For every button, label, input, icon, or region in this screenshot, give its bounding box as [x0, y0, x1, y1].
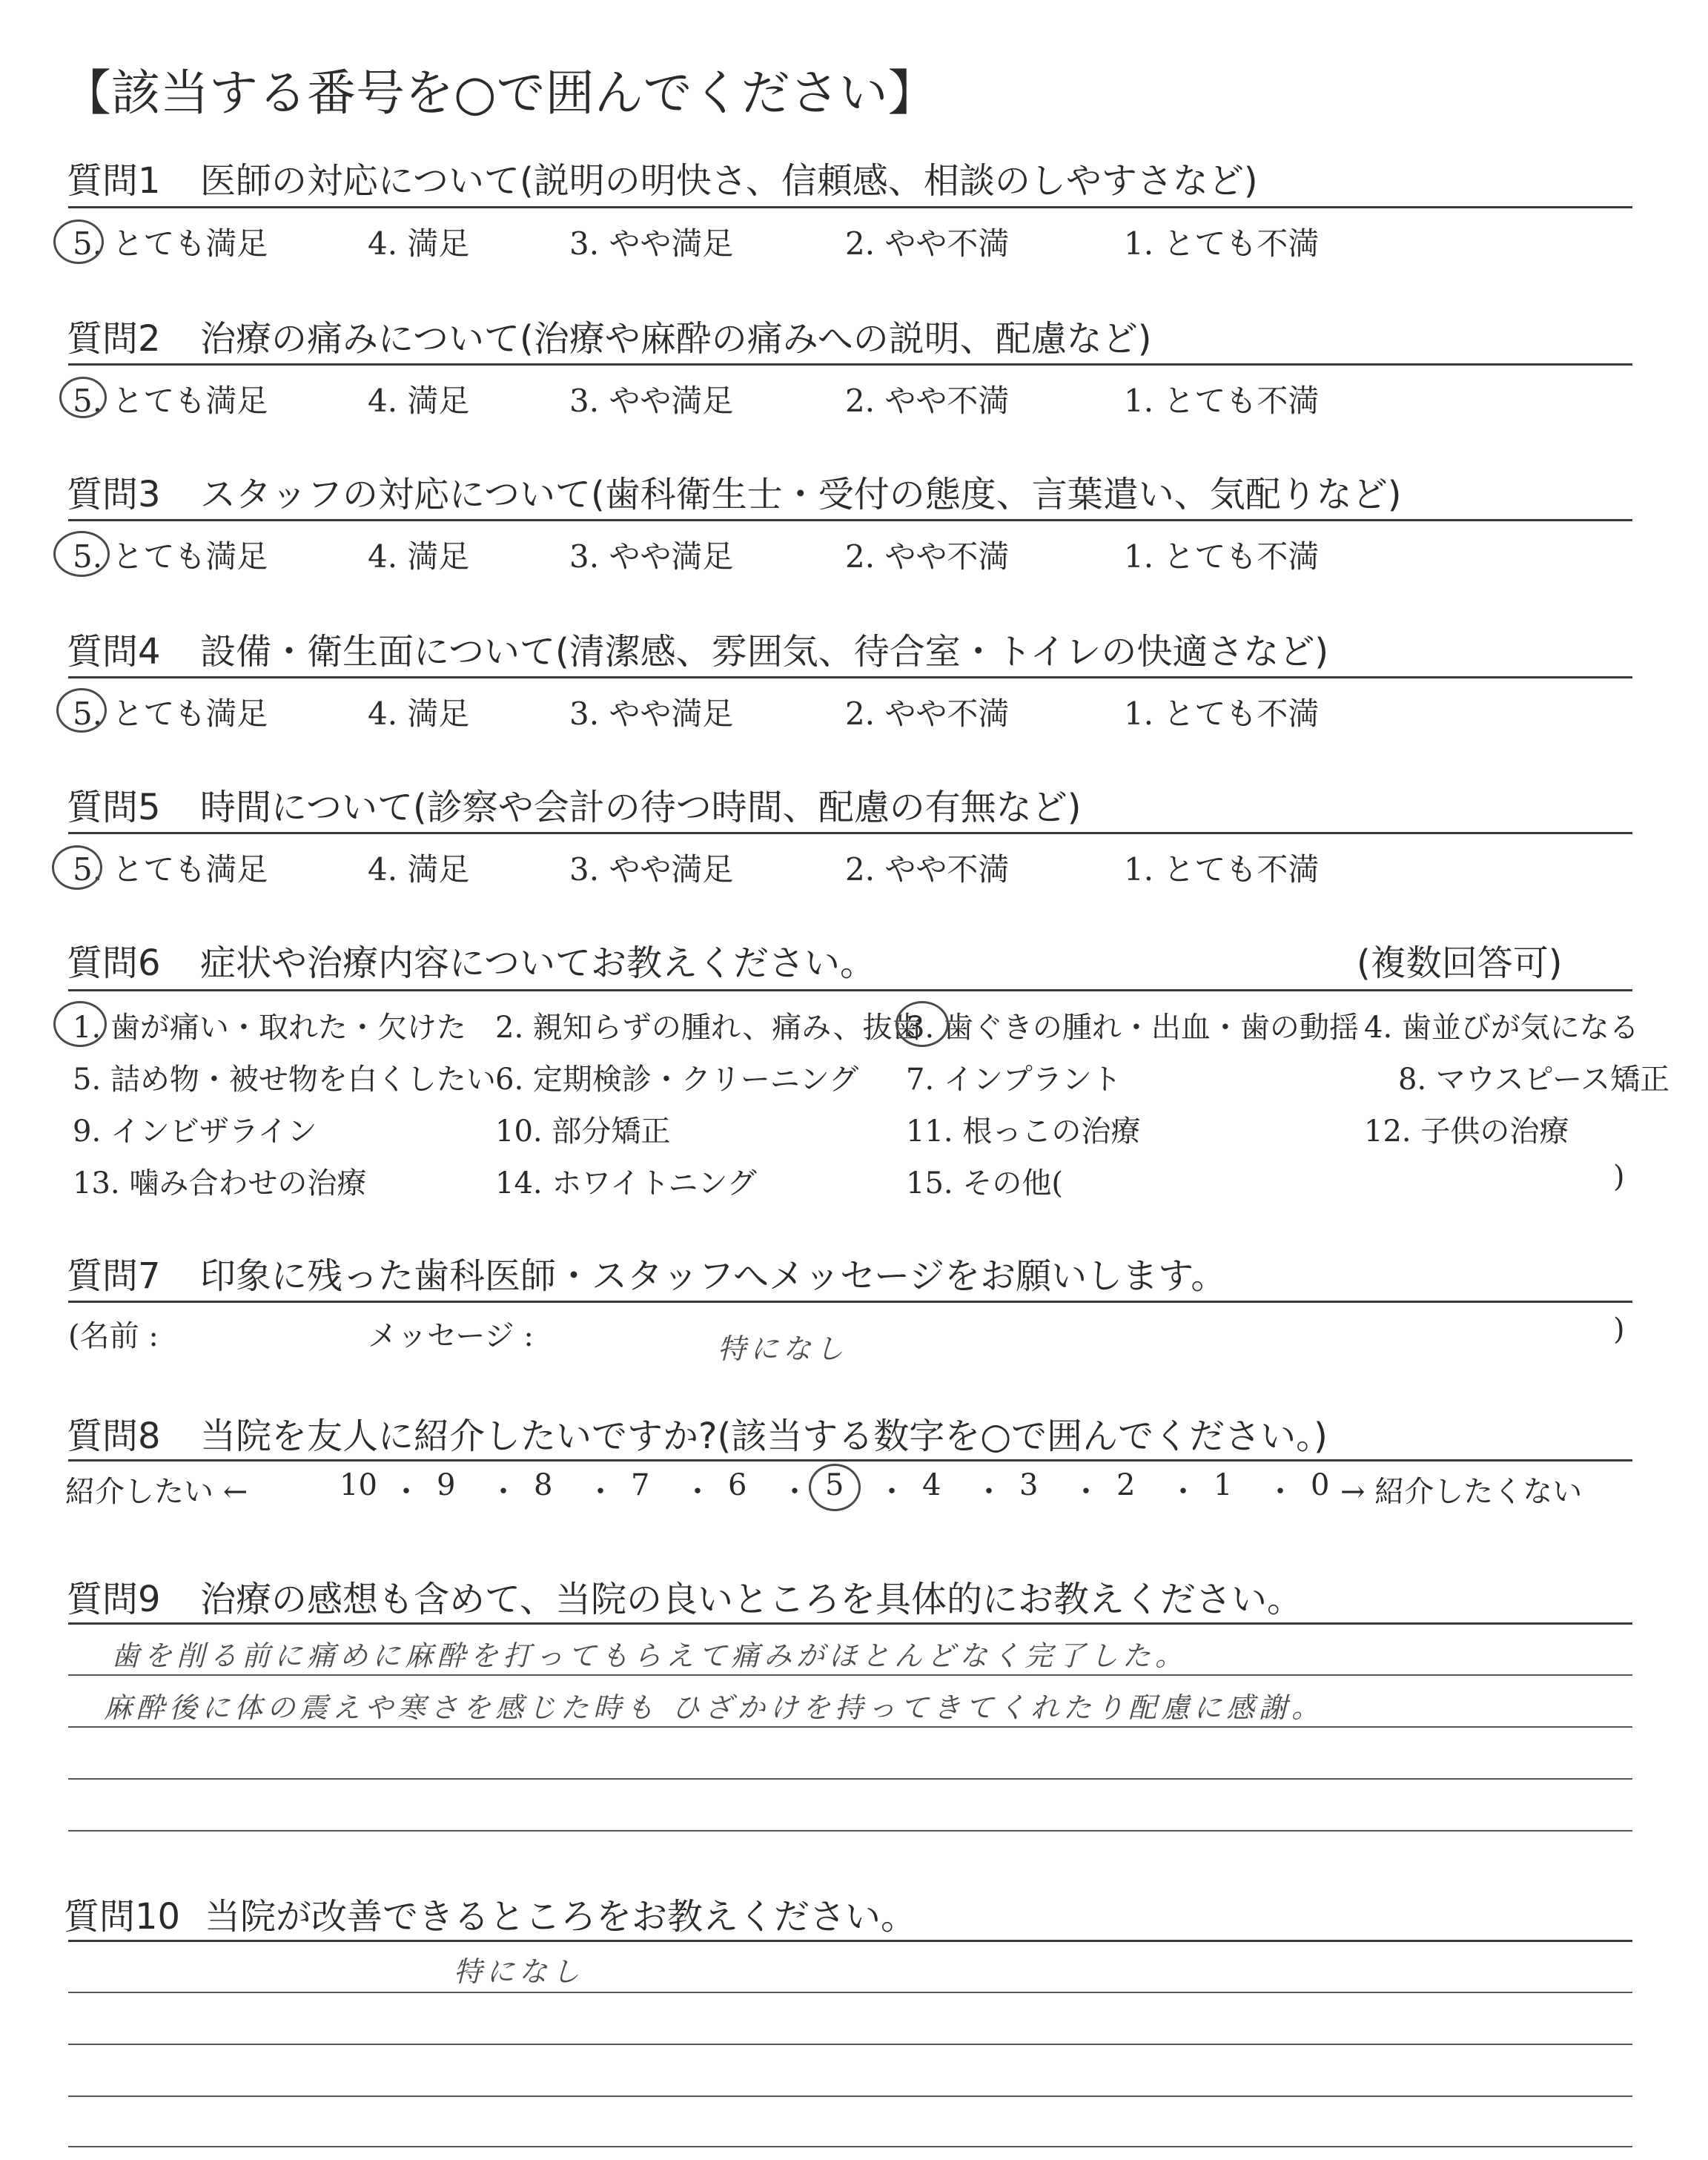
q4-label: 質問4 [67, 631, 161, 673]
q8-scale-value[interactable]: 6 [728, 1468, 747, 1502]
q3-text: スタッフの対応について(歯科衛生士・受付の態度、言葉遣い、気配りなど) [200, 474, 1402, 515]
q8-scale-value[interactable]: 10 [340, 1468, 377, 1502]
q5-option-4[interactable]: 4. 満足 [368, 851, 470, 888]
q6-rule [68, 989, 1632, 991]
q6-item-3-circle [896, 1001, 949, 1047]
q5-option-3[interactable]: 3. やや満足 [569, 851, 734, 888]
q10-writing-line [68, 2146, 1632, 2147]
q3-rule [68, 519, 1632, 521]
q3-option-4[interactable]: 4. 満足 [368, 538, 470, 575]
q7-name-label: (名前 : [68, 1319, 159, 1353]
q8-label: 質問8 [67, 1416, 161, 1457]
q1-option-2[interactable]: 2. やや不満 [845, 225, 1010, 262]
q8-scale-value[interactable]: 7 [631, 1468, 650, 1502]
q4-option-5[interactable]: 5. とても満足 [73, 696, 268, 732]
q7-rule [68, 1301, 1632, 1303]
q5-selection-circle [52, 845, 102, 890]
q3-option-3[interactable]: 3. やや満足 [569, 538, 734, 575]
q8-scale-separator: ・ [489, 1475, 518, 1509]
q8-scale-value[interactable]: 5 [825, 1468, 844, 1502]
q8-right-label: → 紹介したくない [1340, 1475, 1583, 1509]
q6-item-6[interactable]: 6. 定期検診・クリーニング [495, 1063, 859, 1097]
q1-selection-circle [53, 219, 104, 264]
q9-text: 治療の感想も含めて、当院の良いところを具体的にお教えください。 [200, 1579, 1303, 1620]
q8-scale-separator: ・ [1071, 1475, 1101, 1509]
q10-rule [68, 1940, 1632, 1942]
q4-selection-circle [56, 688, 107, 733]
q5-rule [68, 832, 1632, 834]
q6-text: 症状や治療内容についてお教えください。 [200, 942, 876, 984]
q8-scale-separator: ・ [974, 1475, 1004, 1509]
q2-text: 治療の痛みについて(治療や麻酔の痛みへの説明、配慮など) [200, 318, 1152, 360]
q2-option-2[interactable]: 2. やや不満 [845, 383, 1010, 419]
q8-left-label: 紹介したい ← [65, 1475, 248, 1509]
q8-selection-circle [809, 1464, 861, 1511]
q7-message-handwriting[interactable]: 特になし [718, 1332, 849, 1365]
q9-writing-line [68, 1674, 1632, 1676]
q2-option-1[interactable]: 1. とても不満 [1124, 383, 1320, 419]
q1-label: 質問1 [67, 160, 161, 202]
q8-scale-value[interactable]: 8 [534, 1468, 553, 1502]
q2-option-5[interactable]: 5. とても満足 [73, 383, 268, 419]
q8-scale-value[interactable]: 0 [1311, 1468, 1330, 1502]
q6-item-7[interactable]: 7. インプラント [906, 1063, 1122, 1097]
q3-selection-circle [53, 531, 110, 577]
q6-item-1-circle [53, 1001, 107, 1047]
q10-handwriting[interactable]: 特になし [454, 1955, 585, 1988]
q3-option-1[interactable]: 1. とても不満 [1124, 538, 1320, 575]
q2-label: 質問2 [67, 318, 161, 360]
q4-rule [68, 676, 1632, 678]
q8-rule [68, 1459, 1632, 1462]
q6-item-9[interactable]: 9. インビザライン [73, 1114, 317, 1149]
q8-scale-value[interactable]: 9 [437, 1468, 456, 1502]
q7-label: 質問7 [67, 1255, 161, 1297]
q8-text: 当院を友人に紹介したいですか?(該当する数字を○で囲んでください。) [200, 1416, 1328, 1457]
q10-label: 質問10 [64, 1896, 181, 1938]
q5-option-1[interactable]: 1. とても不満 [1124, 851, 1320, 888]
q7-message-label: メッセージ : [368, 1319, 534, 1353]
q10-writing-line [68, 1992, 1632, 1993]
q8-scale-separator: ・ [1168, 1475, 1198, 1509]
q5-option-5[interactable]: 5. とても満足 [73, 851, 268, 888]
q1-text: 医師の対応について(説明の明快さ、信頼感、相談のしやすさなど) [200, 160, 1258, 202]
q8-scale-separator: ・ [683, 1475, 712, 1509]
q6-item-4[interactable]: 4. 歯並びが気になる [1364, 1011, 1639, 1045]
q6-item-14[interactable]: 14. ホワイトニング [495, 1166, 757, 1200]
q2-option-3[interactable]: 3. やや満足 [569, 383, 734, 419]
q10-text: 当院が改善できるところをお教えください。 [205, 1896, 917, 1938]
q9-writing-line [68, 1830, 1632, 1832]
q6-item-13[interactable]: 13. 噛み合わせの治療 [73, 1166, 367, 1200]
q8-scale-value[interactable]: 1 [1214, 1468, 1233, 1502]
q8-scale-separator: ・ [391, 1475, 421, 1509]
q8-scale-value[interactable]: 3 [1019, 1468, 1039, 1502]
q6-label: 質問6 [67, 942, 161, 984]
q1-option-4[interactable]: 4. 満足 [368, 225, 470, 262]
q6-item-1[interactable]: 1. 歯が痛い・取れた・欠けた [73, 1011, 466, 1045]
q10-writing-line [68, 2095, 1632, 2097]
q8-scale-value[interactable]: 2 [1116, 1468, 1136, 1502]
q4-text: 設備・衛生面について(清潔感、雰囲気、待合室・トイレの快適さなど) [200, 631, 1329, 673]
q5-text: 時間について(診察や会計の待つ時間、配慮の有無など) [200, 787, 1082, 828]
q1-rule [68, 206, 1632, 208]
q4-option-2[interactable]: 2. やや不満 [845, 696, 1010, 732]
q6-note: (複数回答可) [1357, 942, 1563, 984]
q6-item-3[interactable]: 3. 歯ぐきの腫れ・出血・歯の動揺 [906, 1011, 1359, 1045]
q8-scale-separator: ・ [780, 1475, 810, 1509]
q6-item-15-close: ) [1613, 1160, 1625, 1194]
q6-item-12[interactable]: 12. 子供の治療 [1364, 1114, 1569, 1149]
q6-item-2[interactable]: 2. 親知らずの腫れ、痛み、抜歯 [495, 1011, 922, 1045]
q6-item-10[interactable]: 10. 部分矯正 [495, 1114, 671, 1149]
q9-writing-line [68, 1726, 1632, 1728]
q8-scale-separator: ・ [877, 1475, 907, 1509]
q8-scale-separator: ・ [1265, 1475, 1295, 1509]
q2-rule [68, 363, 1632, 366]
q3-option-5[interactable]: 5. とても満足 [73, 538, 268, 575]
q3-option-2[interactable]: 2. やや不満 [845, 538, 1010, 575]
q9-writing-line [68, 1778, 1632, 1780]
q6-item-5[interactable]: 5. 詰め物・被せ物を白くしたい [73, 1063, 496, 1097]
q4-option-3[interactable]: 3. やや満足 [569, 696, 734, 732]
q1-option-5[interactable]: 5. とても満足 [73, 225, 268, 262]
q1-option-3[interactable]: 3. やや満足 [569, 225, 734, 262]
q6-item-15[interactable]: 15. その他( [906, 1166, 1063, 1200]
q2-selection-circle [59, 377, 107, 418]
q6-item-8[interactable]: 8. マウスピース矯正 [1398, 1063, 1670, 1097]
q8-scale-separator: ・ [586, 1475, 615, 1509]
q7-text: 印象に残った歯科医師・スタッフへメッセージをお願いします。 [200, 1255, 1227, 1297]
q6-item-11[interactable]: 11. 根っこの治療 [906, 1114, 1141, 1149]
q4-option-4[interactable]: 4. 満足 [368, 696, 470, 732]
q2-option-4[interactable]: 4. 満足 [368, 383, 470, 419]
q9-handwriting-line-1[interactable]: 歯を削る前に痛めに麻酔を打ってもらえて痛みがほとんどなく完了した。 [111, 1639, 1188, 1672]
q8-scale-value[interactable]: 4 [922, 1468, 941, 1502]
q3-label: 質問3 [67, 474, 161, 515]
q9-handwriting-line-2[interactable]: 麻酔後に体の震えや寒さを感じた時も ひざかけを持ってきてくれたり配慮に感謝。 [104, 1691, 1325, 1724]
q1-option-1[interactable]: 1. とても不満 [1124, 225, 1320, 262]
page-title: 【該当する番号を○で囲んでください】 [62, 65, 937, 122]
q5-option-2[interactable]: 2. やや不満 [845, 851, 1010, 888]
q10-writing-line [68, 2044, 1632, 2045]
q4-option-1[interactable]: 1. とても不満 [1124, 696, 1320, 732]
q9-label: 質問9 [67, 1579, 161, 1620]
q5-label: 質問5 [67, 787, 161, 828]
q7-close-paren: ) [1613, 1312, 1625, 1347]
q9-rule [68, 1622, 1632, 1625]
